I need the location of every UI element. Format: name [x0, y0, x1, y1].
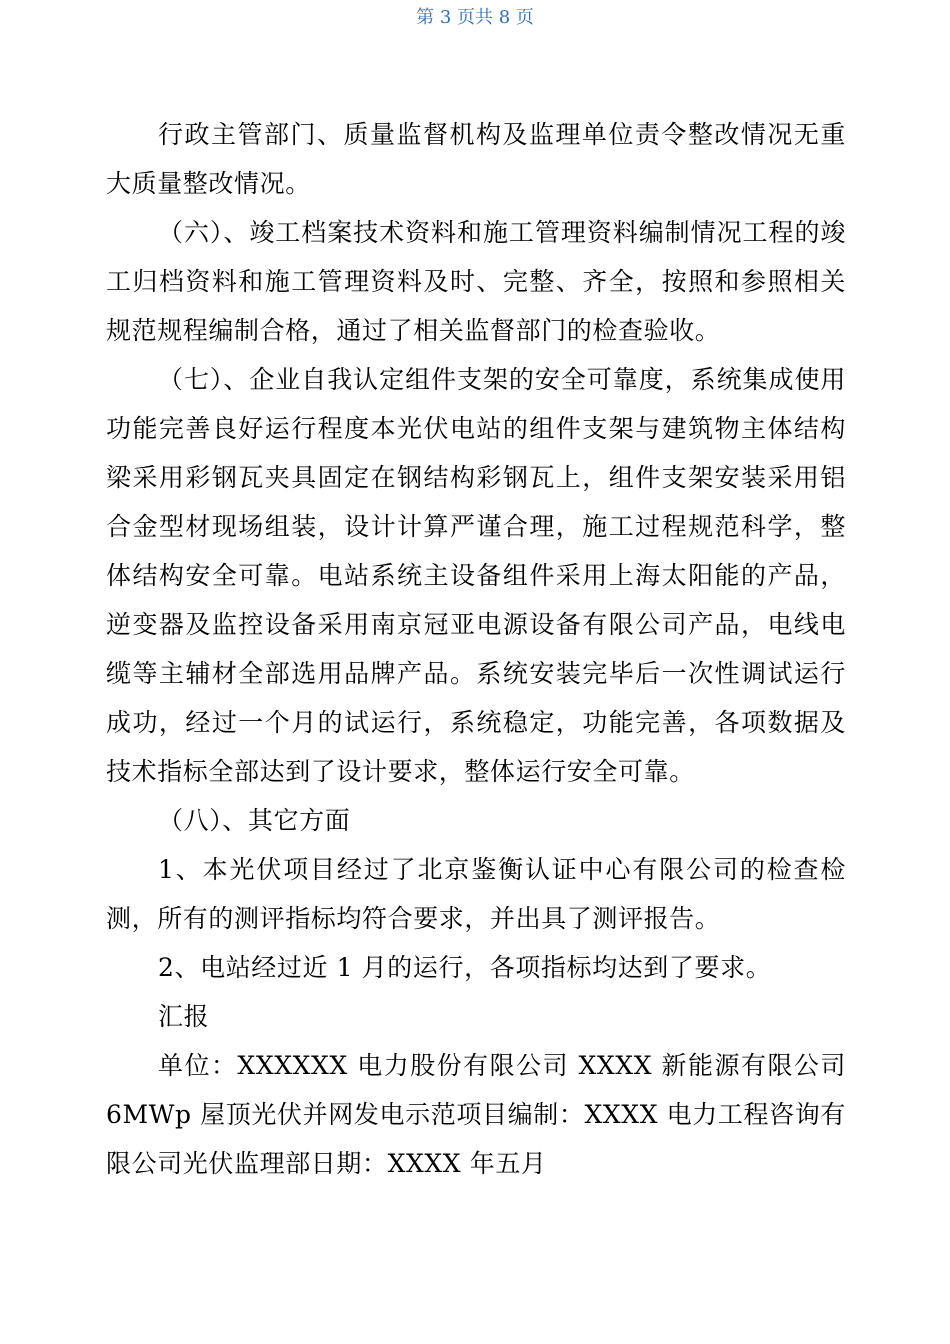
document-body [106, 110, 846, 1188]
paragraph-rectification: 行政主管部门、质量监督机构及监理单位责令整改情况无重大质量整改情况。 [106, 120, 846, 198]
report-label: 汇报 [158, 1002, 210, 1031]
paragraph-item-2: 2、电站经过近 1 月的运行，各项指标均达到了要求。 [158, 953, 772, 982]
paragraph-item-1: 1、本光伏项目经过了北京鉴衡认证中心有限公司的检查检测，所有的测评指标均符合要求，并出具了测评报告。 [106, 855, 846, 933]
section-eight-heading: （八）、其它方面 [158, 806, 351, 835]
paragraph-section-six: （六）、竣工档案技术资料和施工管理资料编制情况工程的竣工归档资料和施工管理资料及时、完整、齐全，按照和参照相关规范规程编制合格，通过了相关监督部门的检查验收。 [106, 218, 846, 345]
paragraph-section-seven: （七）、企业自我认定组件支架的安全可靠度，系统集成使用功能完善良好运行程度本光伏电站的组件支架与建筑物主体结构梁采用彩钢瓦夹具固定在钢结构彩钢瓦上，组件支架安装采用铝合金型材现场组装，设计计算严谨合理，施工过程规范科学，整体结构安全可靠。电站系统主设备组件采用上海太阳能的产品，逆变器及监控设备采用南京冠亚电源设备有限公司产品，电线电缆等主辅材全部选用品牌产品。系统安装完毕后一次性调试运行成功，经过一个月的试运行，系统稳定，功能完善，各项数据及技术指标全部达到了设计要求，整体运行安全可靠。 [106, 365, 846, 786]
paragraph-signature-block: 单位：XXXXXX 电力股份有限公司 XXXX 新能源有限公司 6MWp 屋顶光伏并网发电示范项目编制：XXXX 电力工程咨询有限公司光伏监理部日期：XXXX 年五月 [106, 1051, 846, 1178]
page-number-header: 第 3 页共 8 页 [416, 7, 534, 28]
